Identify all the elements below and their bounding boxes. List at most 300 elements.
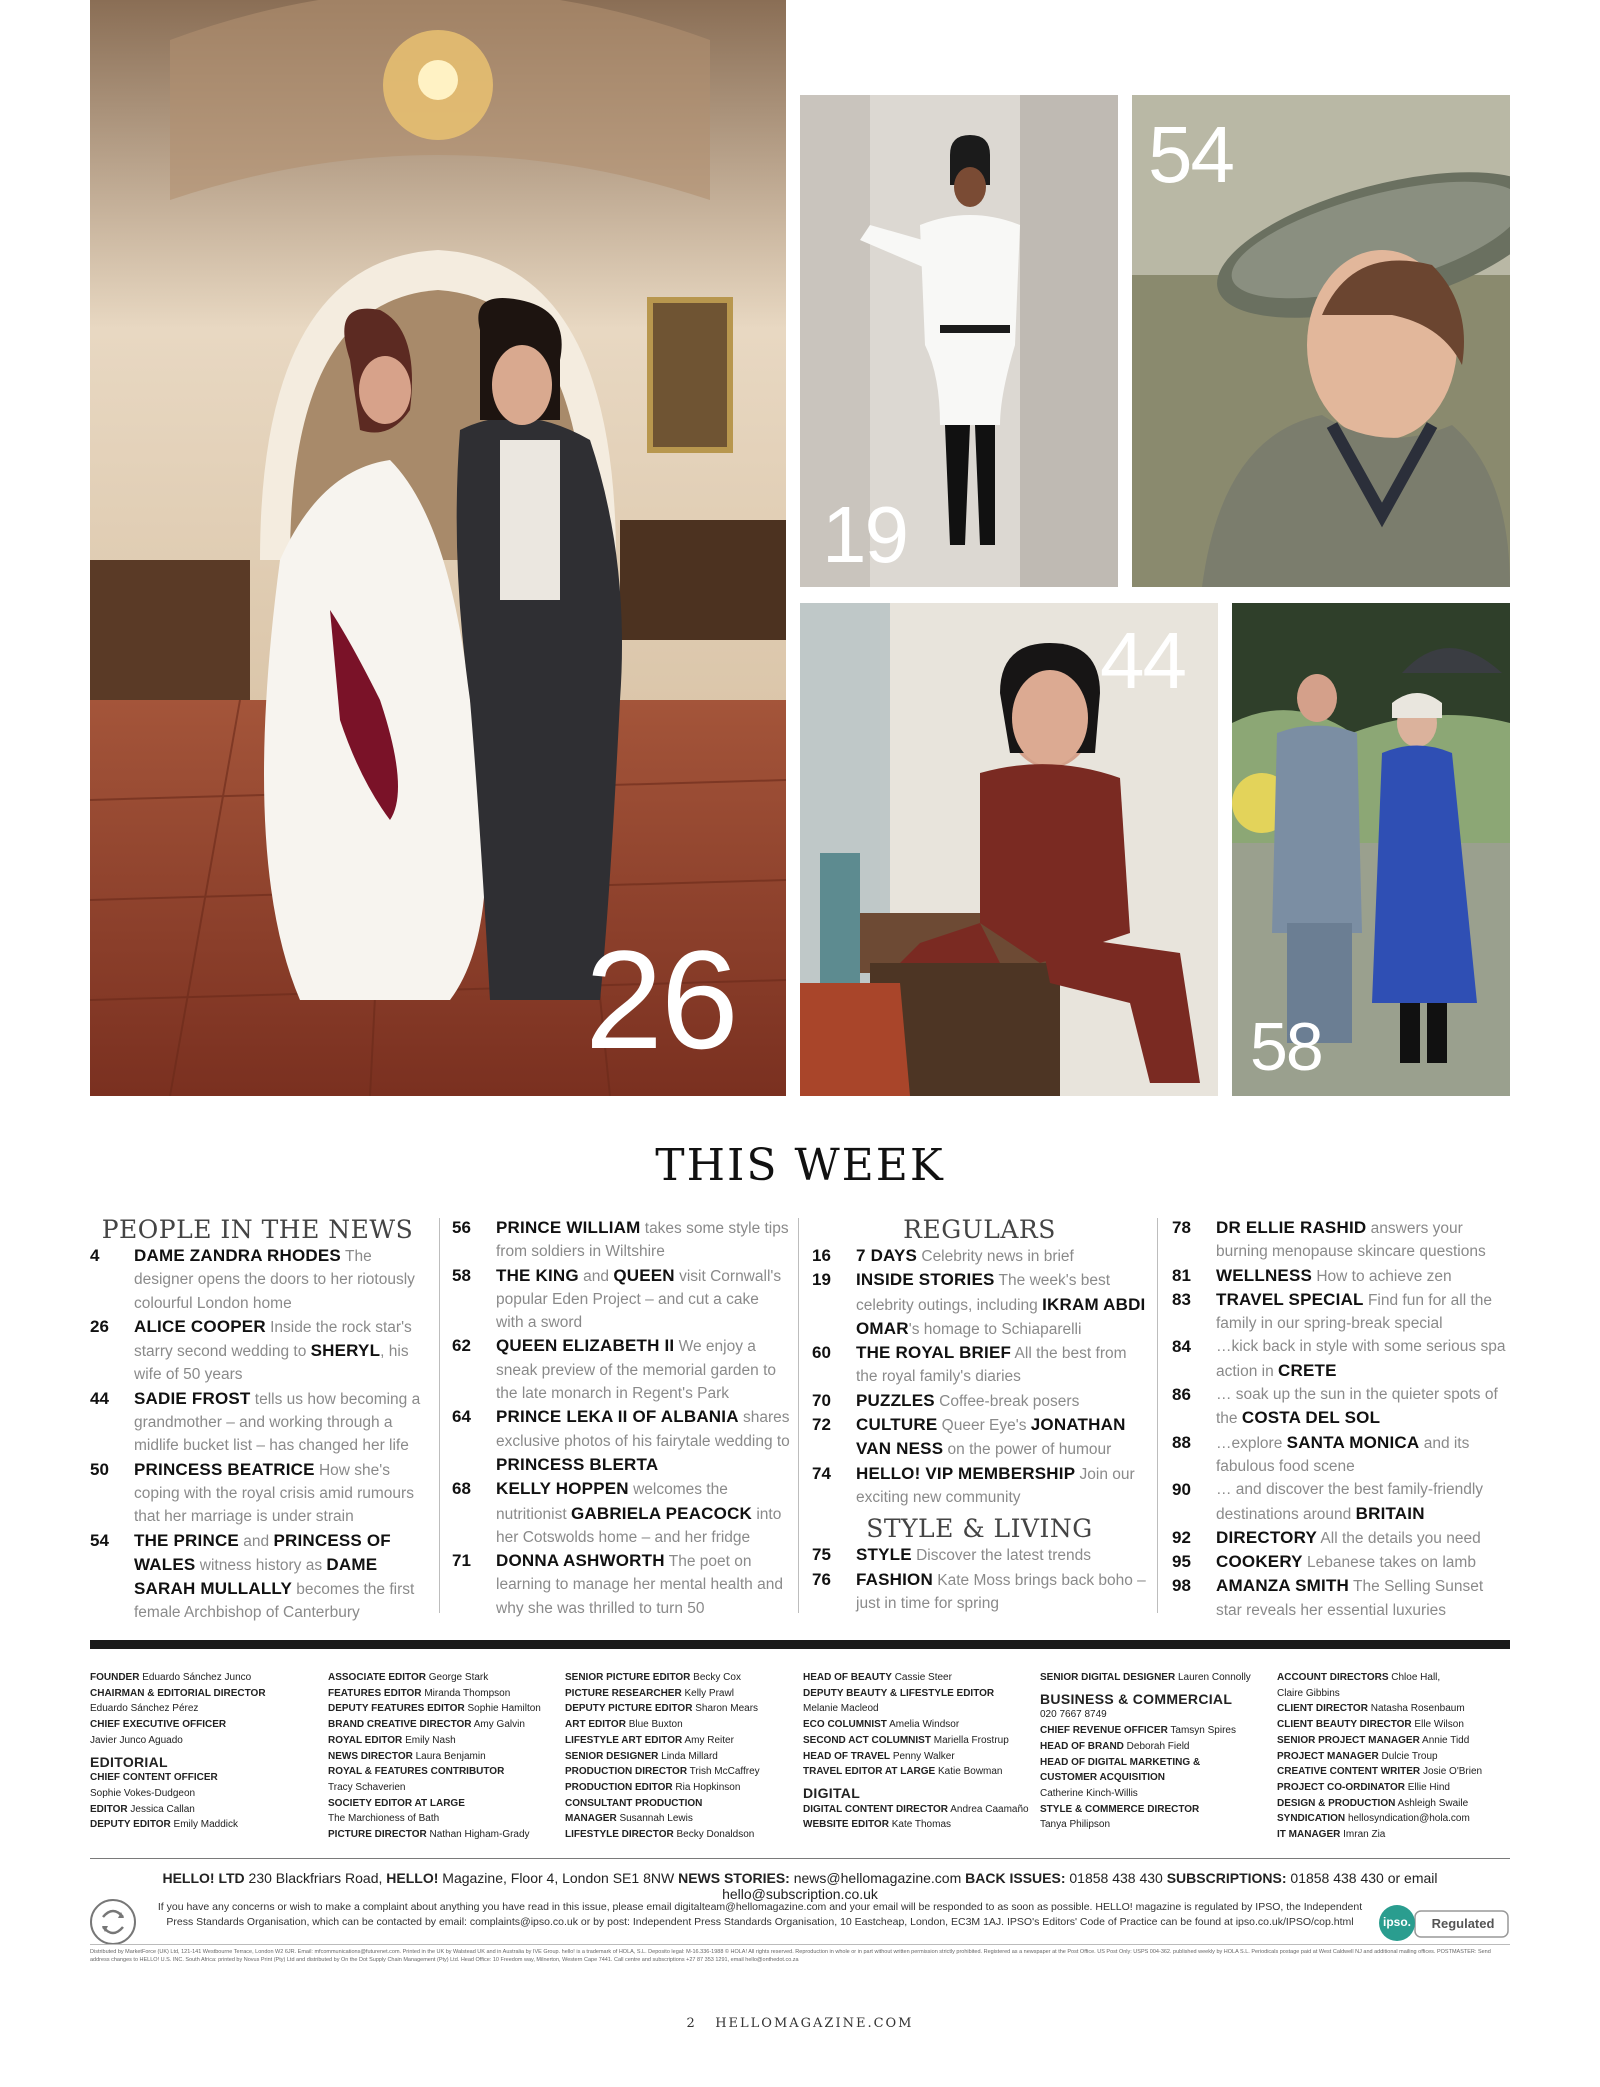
website: HELLOMAGAZINE.COM	[715, 2016, 914, 2031]
credit-name: Eduardo Sánchez Junco	[142, 1672, 252, 1683]
entry-description: tells us how becoming a grandmother – and working through a midlife bucket list – has changed her life	[134, 1390, 421, 1455]
credit-name: Trish McCaffrey	[689, 1766, 760, 1778]
masthead-credit	[565, 1733, 795, 1749]
contents-entry[interactable]	[812, 1543, 1147, 1567]
entry-title: IKRAM ABDI OMAR	[856, 1294, 1146, 1338]
entry-description: Queer Eye's	[937, 1417, 1031, 1435]
sadie-frost-photo	[800, 603, 1218, 1096]
entry-page-number: 95	[1172, 1552, 1191, 1572]
contents-entry[interactable]	[1172, 1335, 1510, 1383]
fashion-photo	[800, 95, 1118, 587]
ipso-regulated-label: Regulated	[1431, 1916, 1495, 1931]
entry-title: GABRIELA PEACOCK	[570, 1503, 753, 1523]
entry-description: The Selling Sunset star reveals her essential luxuries	[1216, 1578, 1484, 1619]
entry-page-number: 60	[812, 1343, 831, 1363]
entry-page-number: 76	[812, 1569, 831, 1589]
entry-title: PRINCE LEKA II OF ALBANIA	[496, 1407, 739, 1427]
contents-entry[interactable]	[812, 1462, 1147, 1510]
page-number-19: 19	[822, 490, 907, 579]
ipso-regulated-badge	[1375, 1905, 1510, 1941]
entry-description: Lebanese takes on lamb	[1302, 1554, 1476, 1572]
entry-title: PRINCE WILLIAM	[496, 1218, 641, 1237]
entry-page-number: 98	[1172, 1576, 1191, 1596]
masthead-column-4	[803, 1670, 1033, 1833]
credit-role: DESIGN & PRODUCTION	[1277, 1797, 1396, 1809]
masthead-credit	[328, 1811, 558, 1827]
credit-role: CHIEF CONTENT OFFICER	[90, 1772, 218, 1784]
credit-role: NEWS DIRECTOR	[328, 1750, 413, 1762]
masthead-credit	[1040, 1817, 1270, 1833]
credit-role: HEAD OF BEAUTY	[803, 1672, 892, 1683]
fine-print: Distributed by MarketForce (UK) Ltd, 121-141 Westbourne Terrace, London W2 6JR. Email: mfcommunications@futurenet.com. Printed in the UK by Walstead UK and in Australia by IVE Group. hello! is a trademark of HOLA, S.L. Deposito legal: M-16.336-1988 © HOLA! All rights reserved. Reproduction in whole or in part without written permission strictly prohibited. Registered as a newspaper at the Post Office. US Post Only: USPS 004-362. published weekly by HOLA S.L. Periodicals postage paid at West Caldwell NJ and additional mailing offices. POSTMASTER: Send address changes to HELLO! U.S. INC. South Africa: printed by Novus Print (Pty) Ltd and distributed by On the Dot Supply Chain Management (Pty) Ltd. Head Office: 10 Freedom way, Milnerton, Western Cape 7441. Call centre and subscriptions +27 87 353 1291, email hello@onthedot.co.za	[90, 1949, 1491, 1963]
entry-page-number: 78	[1172, 1218, 1191, 1237]
credit-role: EDITOR	[90, 1803, 128, 1815]
masthead-credit	[1277, 1811, 1510, 1827]
credit-name: Amy Reiter	[684, 1734, 734, 1746]
credit-role: SENIOR DIGITAL DESIGNER	[1040, 1672, 1176, 1683]
entry-page-number: 50	[90, 1459, 109, 1479]
contents-entry[interactable]	[812, 1341, 1147, 1389]
credit-role: IT MANAGER	[1277, 1829, 1341, 1841]
credit-name: The Marchioness of Bath	[328, 1813, 440, 1825]
masthead-credit	[328, 1686, 558, 1702]
masthead-credit	[803, 1717, 1033, 1733]
entry-title: SADIE FROST	[134, 1388, 251, 1408]
entry-page-number: 26	[90, 1316, 109, 1336]
entry-page-number: 86	[1172, 1385, 1191, 1405]
credit-name: Sharon Mears	[695, 1703, 759, 1715]
masthead-column-2	[328, 1670, 558, 1843]
entry-title: DAME ZANDRA RHODES	[134, 1246, 341, 1265]
subscriptions-contact: 01858 438 430 or email hello@subscription.co.uk	[722, 1870, 1438, 1902]
credit-role: PRODUCTION EDITOR	[565, 1781, 673, 1793]
credit-role: DIGITAL CONTENT DIRECTOR	[803, 1803, 948, 1815]
masthead-credit	[1040, 1707, 1270, 1723]
masthead-credit	[565, 1827, 795, 1843]
masthead-credit	[90, 1770, 310, 1786]
entry-description: on the power of humour	[943, 1441, 1112, 1459]
entry-page-number: 58	[452, 1265, 471, 1285]
masthead-credit	[328, 1796, 558, 1812]
address: 230 Blackfriars Road,	[244, 1870, 387, 1886]
credit-name: hellosyndication@hola.com	[1347, 1813, 1470, 1825]
credit-name: Blue Buxton	[628, 1719, 683, 1731]
entry-description: 's homage to Schiaparelli	[908, 1320, 1082, 1338]
contents-entry[interactable]	[1172, 1431, 1510, 1479]
credit-role: PICTURE RESEARCHER	[565, 1687, 682, 1699]
masthead-credit	[328, 1733, 558, 1749]
news-email: news@hellomagazine.com	[789, 1870, 966, 1886]
entry-description: Join our exciting new community	[856, 1465, 1135, 1506]
entry-page-number: 75	[812, 1545, 831, 1565]
credit-name: Linda Millard	[661, 1750, 718, 1762]
entry-page-number: 44	[90, 1388, 109, 1408]
masthead-column-6	[1277, 1670, 1510, 1843]
credit-name: Kelly Prawl	[684, 1687, 734, 1699]
masthead-credit	[90, 1802, 310, 1818]
masthead-credit	[90, 1686, 310, 1702]
contents-entry[interactable]	[1172, 1216, 1510, 1264]
entry-page-number: 83	[1172, 1289, 1191, 1309]
contact-line	[90, 1870, 1510, 1902]
company-name: HELLO! LTD	[162, 1870, 245, 1886]
credit-name: Becky Cox	[693, 1672, 741, 1683]
credit-name: Kate Thomas	[891, 1819, 952, 1831]
contents-entry[interactable]	[1172, 1478, 1510, 1526]
masthead-credit	[1040, 1802, 1270, 1818]
entry-page-number: 88	[1172, 1432, 1191, 1452]
credit-role: WEBSITE EDITOR	[803, 1819, 889, 1831]
entry-title: CULTURE	[856, 1415, 938, 1435]
contents-entry[interactable]	[1172, 1574, 1510, 1622]
credit-role: DEPUTY PICTURE EDITOR	[565, 1703, 693, 1715]
masthead-credit	[803, 1701, 1033, 1717]
divider-rule	[90, 1944, 1510, 1945]
entry-title: THE PRINCE	[134, 1530, 239, 1550]
entry-description: , his wife of 50 years	[134, 1343, 409, 1384]
credit-role: CHIEF REVENUE OFFICER	[1040, 1725, 1168, 1737]
entry-title: DIRECTORY	[1216, 1527, 1317, 1547]
credit-role: CLIENT BEAUTY DIRECTOR	[1277, 1719, 1412, 1731]
page-number-54: 54	[1148, 110, 1233, 199]
credit-name: Chloe Hall,	[1391, 1672, 1441, 1683]
masthead-section-heading: BUSINESS & COMMERCIAL	[1040, 1690, 1233, 1707]
contents-entry[interactable]	[812, 1268, 1147, 1341]
recycle-logo	[88, 1897, 138, 1947]
contents-entry[interactable]	[812, 1389, 1147, 1413]
ipso-logo-text: ipso.	[1382, 1915, 1411, 1929]
entry-page-number: 92	[1172, 1527, 1191, 1547]
masthead-credit	[1040, 1739, 1270, 1755]
credit-name: Melanie Macleod	[803, 1703, 879, 1715]
credit-role: ACCOUNT DIRECTORS	[1277, 1672, 1389, 1683]
credit-name: Amelia Windsor	[889, 1719, 960, 1731]
credit-name: Susannah Lewis	[619, 1813, 693, 1825]
entry-title: PRINCESS BEATRICE	[134, 1459, 315, 1479]
entry-description: … soak up the sun in the quieter spots of the	[1216, 1386, 1498, 1428]
credit-role: SENIOR DESIGNER	[565, 1750, 659, 1762]
credit-name: Tanya Philipson	[1040, 1819, 1111, 1831]
contents-entry[interactable]	[452, 1477, 790, 1549]
entry-description: …explore	[1216, 1434, 1287, 1452]
contents-entry[interactable]	[90, 1244, 425, 1315]
credit-name: Nathan Higham-Grady	[429, 1829, 530, 1841]
entry-page-number: 54	[90, 1530, 109, 1550]
masthead-credit	[803, 1749, 1033, 1765]
page-number-26: 26	[585, 921, 737, 1078]
credit-role: HEAD OF BRAND	[1040, 1740, 1124, 1752]
masthead-credit	[803, 1817, 1033, 1833]
entry-description: becomes the first female Archbishop of Canterbury	[134, 1581, 415, 1622]
credit-name: Annie Tidd	[1422, 1734, 1470, 1746]
contents-entry[interactable]	[812, 1413, 1147, 1462]
contents-entry[interactable]	[90, 1387, 425, 1458]
brand-name: HELLO!	[386, 1870, 439, 1886]
entry-title: KELLY HOPPEN	[496, 1479, 629, 1499]
credit-role: CHIEF EXECUTIVE OFFICER	[90, 1719, 227, 1731]
credit-role: HEAD OF TRAVEL	[803, 1750, 891, 1762]
credit-role: STYLE & COMMERCE DIRECTOR	[1040, 1803, 1200, 1815]
column-divider	[439, 1218, 440, 1613]
entry-description: How to achieve zen	[1312, 1267, 1452, 1285]
entry-description: welcomes the nutritionist	[496, 1481, 728, 1523]
masthead-credit	[1277, 1827, 1510, 1843]
contents-entry[interactable]	[812, 1568, 1147, 1616]
entry-title: DONNA ASHWORTH	[496, 1551, 665, 1571]
credit-name: Natasha Rosenbaum	[1370, 1703, 1465, 1715]
credit-role: CREATIVE CONTENT WRITER	[1277, 1766, 1421, 1778]
credit-name: Miranda Thompson	[424, 1687, 511, 1699]
masthead-credit	[90, 1717, 310, 1733]
masthead-credit	[90, 1786, 310, 1802]
entry-description: takes some style tips from soldiers in Wiltshire	[496, 1220, 789, 1261]
masthead-credit	[1040, 1755, 1270, 1771]
credit-name: 020 7667 8749	[1040, 1709, 1107, 1721]
entry-page-number: 90	[1172, 1480, 1191, 1500]
credit-name: Emily Nash	[405, 1734, 456, 1746]
contents-entry[interactable]	[812, 1244, 1147, 1268]
credit-name: Elle Wilson	[1414, 1719, 1464, 1731]
credit-name: Katie Bowman	[938, 1766, 1003, 1778]
king-queen-photo	[1232, 603, 1510, 1096]
credit-role: SENIOR PICTURE EDITOR	[565, 1672, 691, 1683]
entry-description: and	[578, 1267, 614, 1285]
credit-name: Josie O'Brien	[1422, 1766, 1483, 1778]
masthead-column-5	[1040, 1670, 1270, 1833]
masthead-credit	[565, 1686, 795, 1702]
credit-name: Sophie Hamilton	[467, 1703, 541, 1715]
contents-entry[interactable]	[1172, 1288, 1510, 1336]
masthead-credit	[1040, 1670, 1270, 1686]
masthead-credit	[90, 1733, 310, 1749]
masthead-credit	[90, 1701, 310, 1717]
credit-name: Deborah Field	[1126, 1740, 1190, 1752]
credit-name: Eduardo Sánchez Pérez	[90, 1703, 199, 1715]
entry-description: and	[238, 1532, 274, 1550]
entry-description: witness history as	[195, 1556, 327, 1574]
masthead-credit	[565, 1749, 795, 1765]
entry-title: STYLE	[856, 1545, 912, 1565]
entry-description: …kick back in style with some serious spa action in	[1216, 1338, 1506, 1380]
entry-title: FASHION	[856, 1569, 933, 1589]
entry-page-number: 84	[1172, 1337, 1191, 1357]
divider-rule	[90, 1640, 1510, 1649]
credit-name: Andrea Caamaño	[950, 1803, 1029, 1815]
column-divider	[1157, 1218, 1158, 1613]
column-divider	[798, 1218, 799, 1613]
credit-role: ECO COLUMNIST	[803, 1719, 887, 1731]
entry-title: QUEEN ELIZABETH II	[496, 1336, 675, 1356]
page-number: 2	[686, 2016, 697, 2031]
contents-entry[interactable]	[452, 1549, 790, 1620]
credit-name: Dulcie Troup	[1381, 1750, 1438, 1762]
contents-column-2	[452, 1216, 790, 1620]
entry-description: We enjoy a sneak preview of the memorial garden to the late monarch in Regent's Park	[496, 1338, 777, 1403]
masthead-credit	[1277, 1796, 1510, 1812]
credit-role: PROJECT MANAGER	[1277, 1750, 1379, 1762]
masthead-credit	[565, 1764, 795, 1780]
entry-title: COSTA DEL SOL	[1241, 1408, 1381, 1428]
credit-role: ROYAL EDITOR	[328, 1734, 403, 1746]
contents-entry[interactable]	[452, 1405, 790, 1477]
credit-role: SECOND ACT COLUMNIST	[803, 1734, 931, 1746]
entry-description: All the details you need	[1316, 1529, 1481, 1547]
entry-title: THE ROYAL BRIEF	[856, 1343, 1012, 1363]
section-heading-style-living: STYLE & LIVING	[866, 1514, 1093, 1544]
entry-page-number: 72	[812, 1415, 831, 1435]
masthead-credit	[1040, 1723, 1270, 1739]
entry-description: Find fun for all the family in our spring-break special	[1216, 1291, 1493, 1333]
entry-title: PRINCESS BLERTA	[496, 1454, 659, 1474]
masthead-credit	[565, 1717, 795, 1733]
contents-entry[interactable]	[90, 1529, 425, 1625]
credit-role: BRAND CREATIVE DIRECTOR	[328, 1719, 472, 1731]
credit-role: PROJECT CO-ORDINATOR	[1277, 1781, 1405, 1793]
entry-page-number: 16	[812, 1246, 831, 1265]
entry-description: Kate Moss brings back boho – just in time for spring	[856, 1571, 1146, 1612]
masthead-credit	[1277, 1717, 1510, 1733]
credit-name: Ellie Hind	[1407, 1781, 1450, 1793]
masthead-credit	[328, 1827, 558, 1843]
credit-role: SYNDICATION	[1277, 1813, 1346, 1825]
masthead-credit	[803, 1802, 1033, 1818]
masthead-column-3	[565, 1670, 795, 1843]
entry-title: THE KING	[496, 1265, 579, 1285]
entry-description: answers your burning menopause skincare questions	[1216, 1220, 1486, 1261]
entry-title: QUEEN	[613, 1265, 675, 1285]
contents-entry[interactable]	[452, 1334, 790, 1405]
credit-role: HEAD OF DIGITAL MARKETING &	[1040, 1756, 1201, 1768]
entry-description: and its fabulous food scene	[1216, 1434, 1470, 1475]
this-week-heading: THIS WEEK	[655, 1140, 945, 1191]
entry-description: Discover the latest trends	[911, 1547, 1091, 1565]
credit-role: TRAVEL EDITOR AT LARGE	[803, 1766, 936, 1778]
credit-role: CUSTOMER ACQUISITION	[1040, 1772, 1166, 1784]
subscriptions-label: SUBSCRIPTIONS:	[1166, 1870, 1287, 1886]
contents-column-1	[90, 1216, 425, 1625]
masthead-credit	[328, 1670, 558, 1686]
entry-description: … and discover the best family-friendly destinations around	[1216, 1481, 1484, 1523]
section-heading-regulars: REGULARS	[903, 1215, 1056, 1244]
credit-name: Emily Maddick	[173, 1819, 239, 1831]
contents-entry[interactable]	[1172, 1550, 1510, 1574]
divider-rule	[90, 1858, 1510, 1859]
entry-title: JONATHAN VAN NESS	[856, 1415, 1126, 1459]
masthead-credit	[1277, 1686, 1510, 1702]
entry-description: How she's coping with the royal crisis amid rumours that her marriage is under strain	[134, 1461, 414, 1526]
entry-title: PUZZLES	[856, 1390, 935, 1410]
masthead-credit	[1277, 1749, 1510, 1765]
credit-role: SENIOR PROJECT MANAGER	[1277, 1734, 1420, 1746]
credit-role: LIFESTYLE DIRECTOR	[565, 1829, 674, 1841]
masthead-credit	[803, 1670, 1033, 1686]
credit-name: Cassie Steer	[894, 1672, 952, 1683]
credit-name: Claire Gibbins	[1277, 1687, 1340, 1699]
entry-description: shares exclusive photos of his fairytale wedding to	[496, 1409, 790, 1450]
royal-hat-photo	[1132, 95, 1510, 587]
masthead-credit	[1277, 1780, 1510, 1796]
credit-name: Penny Walker	[892, 1750, 955, 1762]
masthead-credit	[565, 1811, 795, 1827]
entry-description: All the best from the royal family's diaries	[856, 1345, 1127, 1386]
entry-title: DR ELLIE RASHID	[1216, 1218, 1367, 1237]
entry-description: into her Cotswolds home – and her fridge	[496, 1505, 782, 1546]
contents-entry[interactable]	[1172, 1526, 1510, 1550]
masthead-credit	[1277, 1733, 1510, 1749]
credit-name: Amy Galvin	[473, 1719, 525, 1731]
credit-name: Jessica Callan	[130, 1803, 195, 1815]
entry-description: The poet on learning to manage her mental health and why she was thrilled to turn 50	[496, 1553, 783, 1617]
entry-page-number: 4	[90, 1246, 100, 1265]
masthead-credit	[90, 1670, 310, 1686]
entry-title: TRAVEL SPECIAL	[1216, 1289, 1364, 1309]
credit-role: LIFESTYLE ART EDITOR	[565, 1734, 683, 1746]
entry-title: COOKERY	[1216, 1552, 1303, 1572]
credit-role: FEATURES EDITOR	[328, 1687, 422, 1699]
credit-role: DEPUTY EDITOR	[90, 1819, 171, 1831]
entry-title: DAME SARAH MULLALLY	[134, 1554, 378, 1599]
page-footer	[0, 2016, 1600, 2031]
entry-description: The week's best celebrity outings, including	[856, 1272, 1111, 1314]
credit-role: ROYAL & FEATURES CONTRIBUTOR	[328, 1766, 505, 1778]
contents-entry[interactable]	[452, 1216, 790, 1264]
entry-description: Celebrity news in brief	[917, 1248, 1074, 1265]
entry-page-number: 56	[452, 1218, 471, 1237]
entry-title: SANTA MONICA	[1286, 1432, 1420, 1452]
credit-name: George Stark	[428, 1672, 489, 1683]
entry-page-number: 64	[452, 1407, 471, 1427]
credit-name: Sophie Vokes-Dudgeon	[90, 1787, 196, 1799]
entry-title: HELLO! VIP MEMBERSHIP	[856, 1463, 1076, 1483]
news-label: NEWS STORIES:	[678, 1870, 790, 1886]
entry-title: 7 DAYS	[856, 1246, 918, 1265]
masthead-credit	[565, 1780, 795, 1796]
credit-name: Becky Donaldson	[676, 1829, 755, 1841]
contents-entry[interactable]	[1172, 1383, 1510, 1431]
masthead-credit	[328, 1701, 558, 1717]
entry-title: WELLNESS	[1216, 1265, 1313, 1285]
contents-entry[interactable]	[90, 1458, 425, 1529]
credit-role: PICTURE DIRECTOR	[328, 1829, 427, 1841]
contents-entry[interactable]	[452, 1264, 790, 1335]
entry-page-number: 19	[812, 1270, 831, 1290]
masthead-credit	[803, 1733, 1033, 1749]
credit-name: Ria Hopkinson	[675, 1781, 741, 1793]
masthead-credit	[1277, 1764, 1510, 1780]
back-issues-phone: 01858 438 430	[1065, 1870, 1167, 1886]
masthead-credit	[90, 1817, 310, 1833]
back-issues-label: BACK ISSUES:	[965, 1870, 1066, 1886]
entry-title: SHERYL	[310, 1341, 381, 1361]
credit-name: Imran Zia	[1343, 1829, 1386, 1841]
masthead-credit	[565, 1796, 795, 1812]
masthead-credit	[565, 1701, 795, 1717]
contents-entry[interactable]	[90, 1315, 425, 1387]
masthead-credit	[1040, 1786, 1270, 1802]
entry-page-number: 81	[1172, 1265, 1191, 1285]
entry-title: PRINCESS OF WALES	[134, 1530, 391, 1574]
entry-description: Inside the rock star's starry second wedding to	[134, 1318, 412, 1361]
credit-role: DEPUTY FEATURES EDITOR	[328, 1703, 465, 1715]
credit-role: CHAIRMAN & EDITORIAL DIRECTOR	[90, 1687, 266, 1699]
contents-entry[interactable]	[1172, 1264, 1510, 1288]
entry-title: BRITAIN	[1355, 1503, 1425, 1523]
entry-description: visit Cornwall's popular Eden Project – and cut a cake with a sword	[496, 1267, 782, 1332]
credit-role: ASSOCIATE EDITOR	[328, 1672, 426, 1683]
entry-description: Coffee-break posers	[934, 1392, 1080, 1410]
credit-role: MANAGER	[565, 1813, 617, 1825]
entry-description: The designer opens the doors to her riotously colourful London home	[134, 1248, 415, 1312]
